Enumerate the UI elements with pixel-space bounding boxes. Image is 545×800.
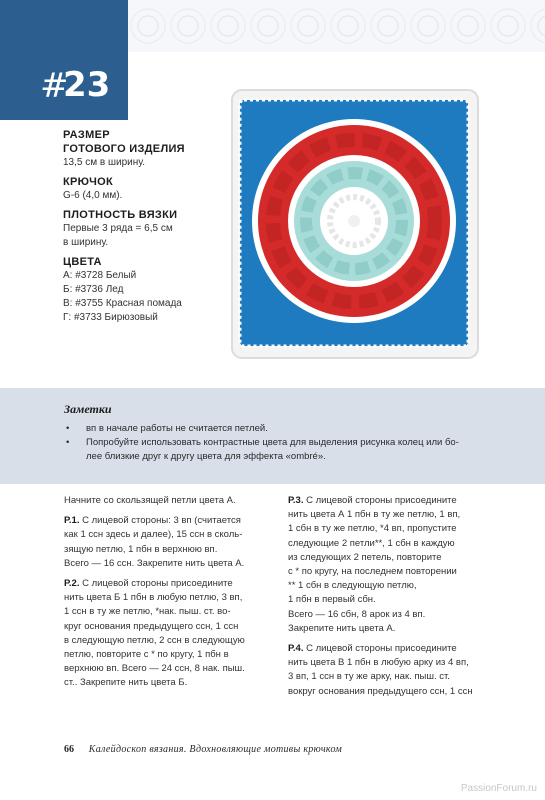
spec-size-value: 13,5 см в ширину.: [63, 157, 146, 168]
spec-heading-gauge: ПЛОТНОСТЬ ВЯЗКИ: [63, 209, 178, 221]
notes-list: [64, 422, 504, 464]
spec-heading-hook: КРЮЧОК: [63, 176, 114, 188]
notes-box: [0, 388, 545, 484]
decorative-header-pattern: [128, 0, 545, 52]
watermark: PassionForum.ru: [460, 783, 537, 794]
note-item: • вп в начале работы не считается петлей.: [66, 423, 268, 434]
round-4: Р.4. С лицевой стороны присоедините нить цвета В 1 пбн в любую арку из 4 вп, 3 вп, 1 ссн в ту же арку, нак. пыш. ст. вокруг основания предыдущего ссн, 1 ссн: [288, 643, 473, 697]
color-d: Г: #3733 Бирюзовый: [63, 312, 158, 323]
book-title: Калейдоскоп вязания. Вдохновляющие мотивы крючком: [88, 744, 343, 755]
pattern-number-badge: [0, 0, 128, 120]
spec-hook-value: G-6 (4,0 мм).: [63, 190, 123, 201]
instructions-left-column: [64, 494, 279, 697]
round-2: Р.2. С лицевой стороны присоедините нить цвета Б 1 пбн в любую петлю, 3 вп, 1 ссн в ту же петлю, *нак. пыш. ст. во- круг основания предыдущего ссн, 1 ссн в следующую петлю, 2 ссн в следующую петлю, повторите с * по кругу, 1 пбн в верхнюю вп. Всего — 24 ссн, 8 нак. пыш. ст.. Закрепите нить цвета Б.: [64, 578, 245, 689]
instruction-intro: Начните со скользящей петли цвета А.: [64, 495, 236, 506]
spec-heading-size: РАЗМЕР: [63, 129, 110, 141]
spec-heading-size-2: ГОТОВОГО ИЗДЕЛИЯ: [63, 143, 185, 155]
note-item: • Попробуйте использовать контрастные цвета для выделения рисунка колец или бо-: [66, 437, 459, 448]
hash-symbol: #: [40, 66, 69, 106]
pattern-specs: [63, 128, 253, 325]
spec-heading-colors: ЦВЕТА: [63, 256, 102, 268]
round-1: Р.1. С лицевой стороны: 3 вп (считается как 1 ссн здесь и далее), 15 ссн в сколь- зящую петлю, 1 пбн в верхнюю вп. Всего — 16 ссн. Закрепите нить цвета А.: [64, 515, 245, 569]
page-footer: [64, 744, 342, 755]
color-a: А: #3728 Белый: [63, 270, 137, 281]
spec-gauge-line-1: Первые 3 ряда = 6,5 см: [63, 223, 173, 234]
note-item-continued: лее близкие друг к другу цвета для эффекта «ombré».: [86, 451, 326, 462]
page-number: 66: [64, 744, 74, 755]
round-3: Р.3. С лицевой стороны присоедините нить цвета А 1 пбн в ту же петлю, 1 вп, 1 сбн в ту же петлю, *4 вп, пропустите следующие 2 петли**, 1 сбн в каждую из следующих 2 петель, повторите с * по кругу, на последнем повторении ** 1 сбн в следующую петлю, 1 пбн в первый сбн. Всего — 16 сбн, 8 арок из 4 вп. Закрепите нить цвета А.: [288, 495, 461, 634]
spec-gauge-line-2: в ширину.: [63, 237, 109, 248]
crochet-square-photo: [230, 88, 480, 360]
instructions-right-column: [288, 494, 503, 705]
pattern-number: 23: [63, 65, 111, 105]
color-c: В: #3755 Красная помада: [63, 298, 182, 309]
color-b: Б: #3736 Лед: [63, 284, 124, 295]
notes-title: Заметки: [64, 402, 112, 416]
